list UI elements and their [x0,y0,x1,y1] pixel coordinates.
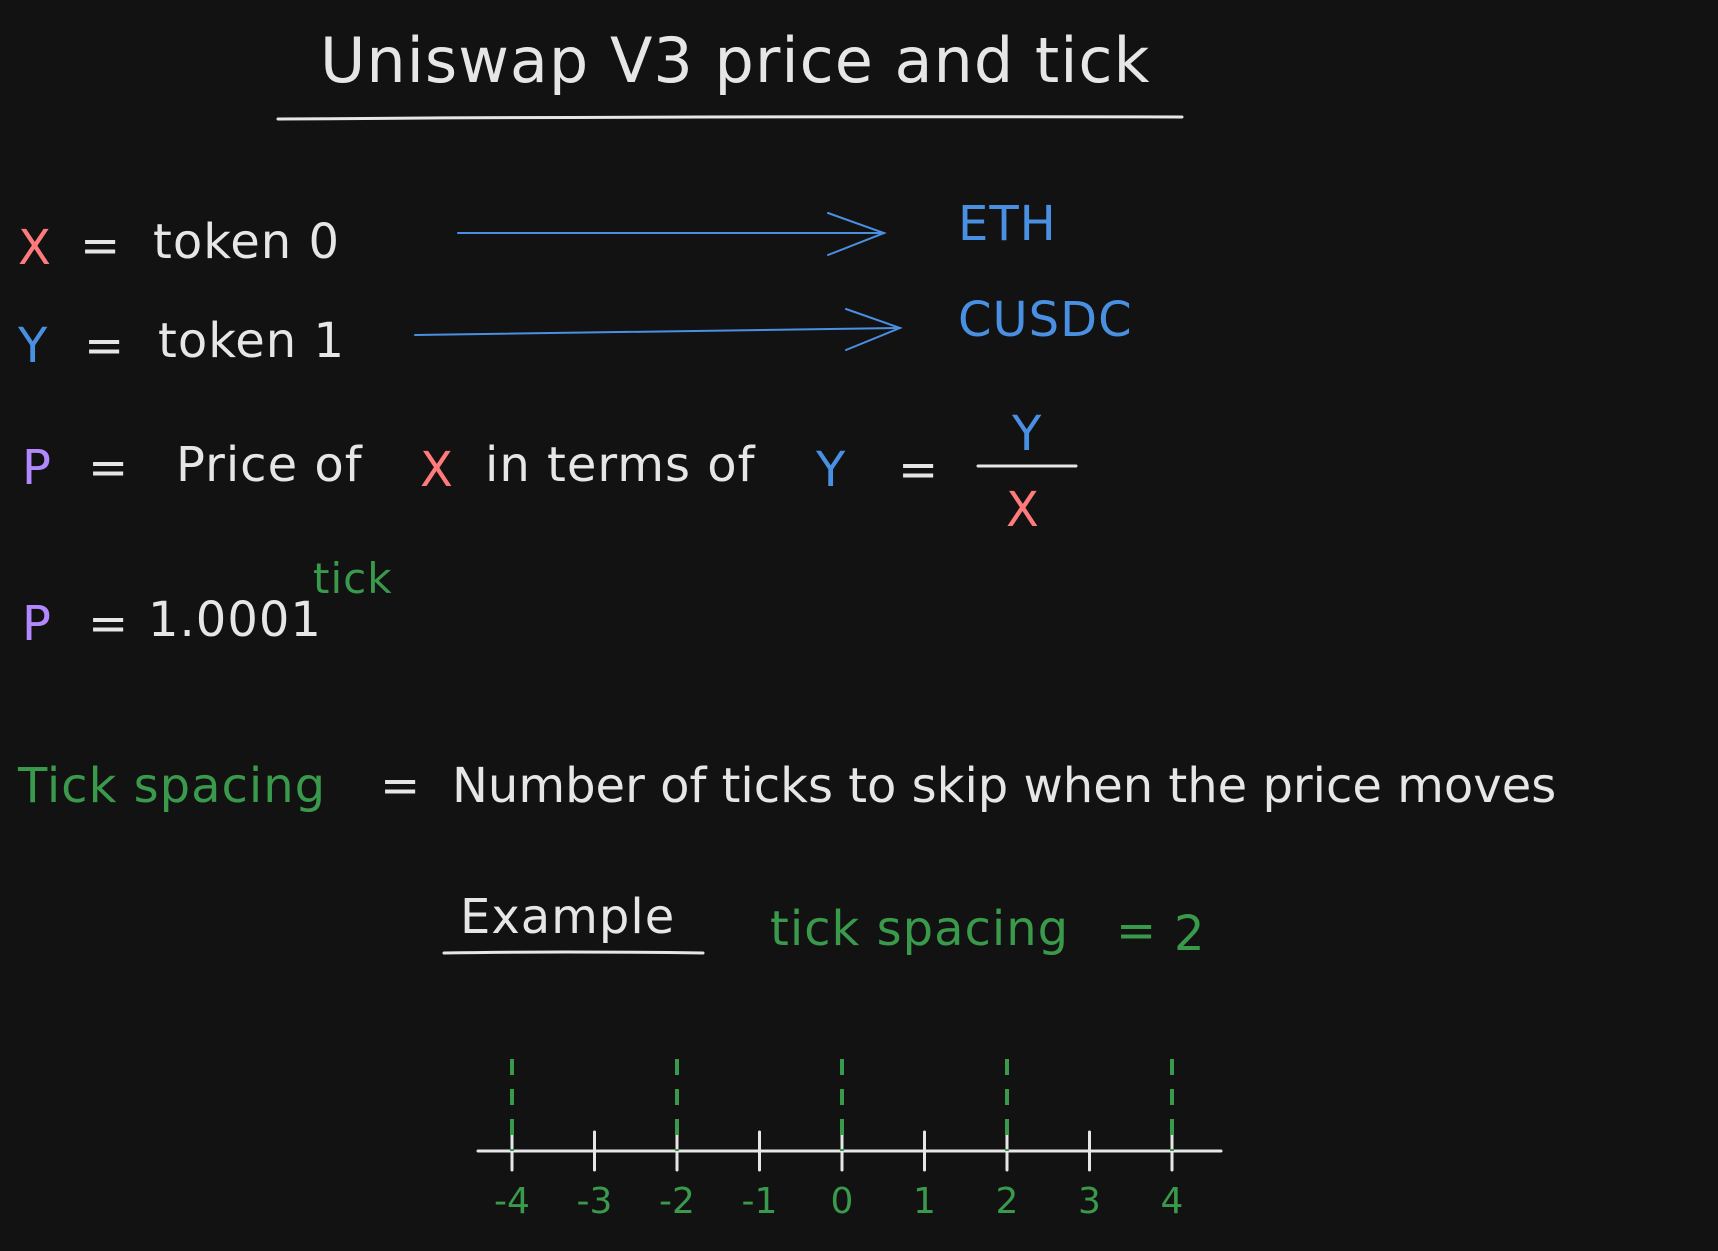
fraction-denominator: X [1006,482,1040,538]
price-of-text: Price of [176,437,363,493]
example-equals: = [1116,903,1158,959]
tick-label: 1 [913,1181,936,1222]
example-label: tick spacing [770,901,1070,957]
x-token-label: token 0 [153,214,341,270]
y-equals: = [84,318,126,374]
formula-equals: = [88,596,130,652]
example-heading: Example [460,889,676,945]
tick-label: -3 [576,1181,613,1222]
fraction-numerator: Y [1012,406,1043,462]
y-token-label: token 1 [158,313,346,369]
y-symbol: Y [18,318,49,374]
tick-label: 3 [1078,1181,1101,1222]
price-equals-2: = [898,442,940,498]
cusdc-label: CUSDC [958,292,1133,348]
p-equals: = [88,440,130,496]
x-symbol: X [18,220,52,276]
eth-label: ETH [958,196,1057,252]
tick-label: 0 [830,1181,854,1222]
formula-base: 1.0001 [148,592,322,648]
tick-label: 2 [995,1181,1019,1222]
formula-exponent: tick [313,554,393,603]
x-equals: = [80,218,122,274]
in-terms-of-text: in terms of [485,437,756,493]
formula-p-symbol: P [22,596,52,652]
tick-label: 4 [1160,1181,1184,1222]
example-value: 2 [1174,906,1206,962]
arrow-x-to-eth [458,213,884,255]
tick-label: -2 [659,1181,695,1222]
page-title: Uniswap V3 price and tick [320,24,1151,97]
price-y-symbol: Y [816,442,847,498]
p-symbol: P [22,440,52,496]
price-x-symbol: X [420,442,454,498]
tick-label: -1 [741,1181,778,1222]
tick-label: -4 [494,1181,530,1222]
tick-spacing-definition: Number of ticks to skip when the price moves [452,758,1557,814]
arrow-y-to-cusdc [415,309,900,350]
tick-spacing-term: Tick spacing [18,758,327,814]
tick-spacing-equals: = [380,758,422,814]
